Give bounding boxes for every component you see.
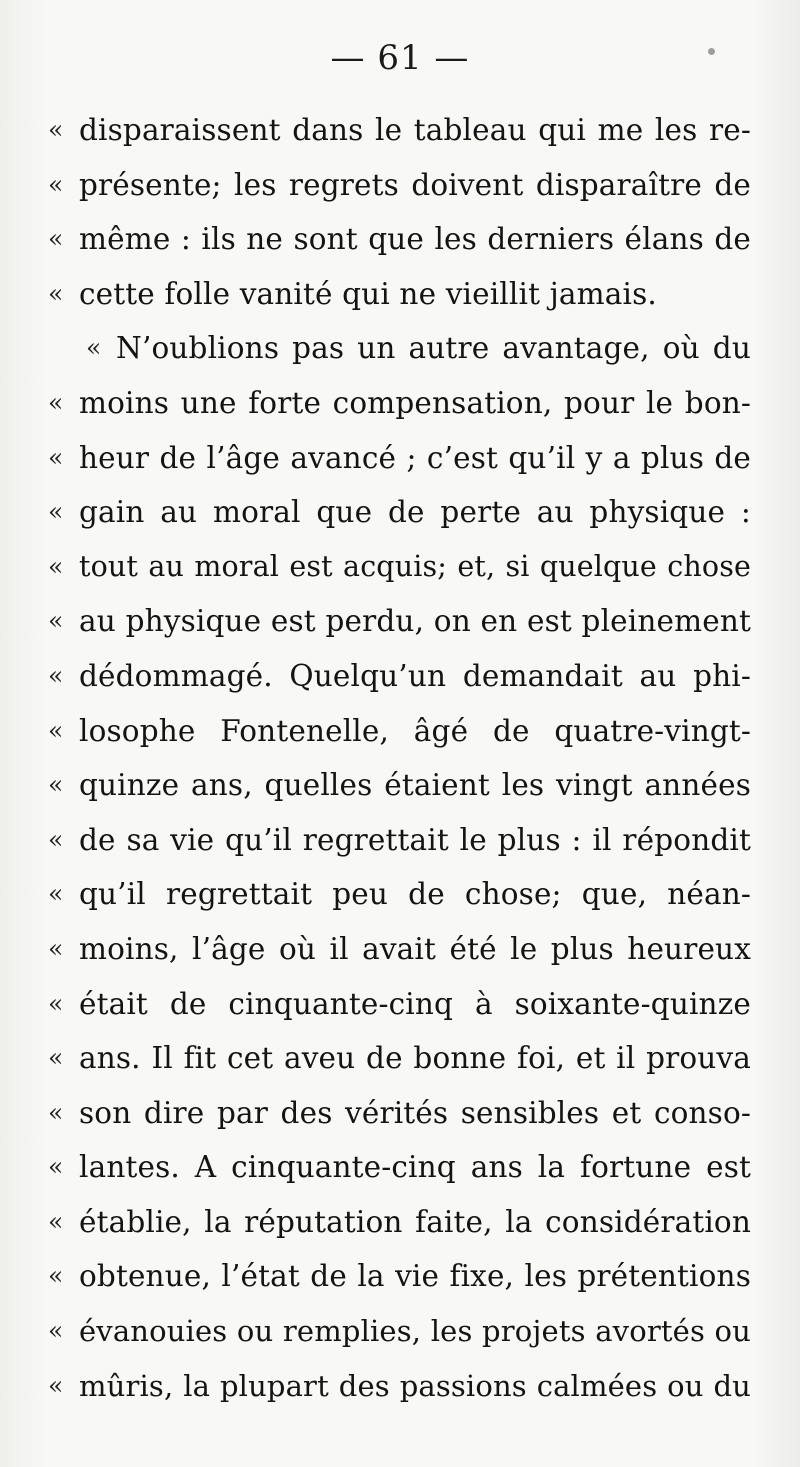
line-text: obtenue, l’état de la vie fixe, les prétentions	[79, 1259, 751, 1294]
quote-mark: «	[48, 1370, 64, 1400]
quote-mark: «	[48, 988, 64, 1018]
quote-mark: «	[86, 333, 102, 363]
line-text: moins une forte compensation, pour le bon-	[79, 385, 751, 420]
quote-mark: «	[48, 497, 64, 527]
line-text: même : ils ne sont que les derniers élans de	[79, 222, 751, 257]
line-text: N’oublions pas un autre avantage, où du	[116, 331, 751, 366]
line-text: tout au moral est acquis; et, si quelque chose	[79, 549, 751, 583]
quote-mark: «	[48, 715, 64, 745]
line-text: était de cinquante-cinq à soixante-quinze	[79, 986, 751, 1021]
line-text: de sa vie qu’il regrettait le plus : il répondit	[79, 822, 751, 857]
quote-mark: «	[48, 1152, 64, 1182]
quote-mark: «	[48, 1097, 64, 1127]
text-line	[0, 376, 800, 431]
line-text: quinze ans, quelles étaient les vingt années	[79, 768, 751, 803]
text-line	[0, 649, 800, 704]
page-number: — 61 —	[330, 38, 470, 78]
body-text	[0, 103, 800, 1413]
line-text: lantes. A cinquante-cinq ans la fortune est	[79, 1150, 751, 1185]
text-line	[0, 1031, 800, 1086]
line-text: losophe Fontenelle, âgé de quatre-vingt-	[79, 713, 751, 748]
text-line	[0, 922, 800, 977]
text-line	[0, 813, 800, 868]
ink-speck	[708, 48, 715, 55]
text-line	[0, 1304, 800, 1359]
quote-mark: «	[48, 278, 64, 308]
text-line	[0, 1086, 800, 1141]
quote-mark: «	[48, 1316, 64, 1346]
line-text: son dire par des vérités sensibles et conso-	[79, 1095, 751, 1130]
quote-mark: «	[48, 387, 64, 417]
quote-mark: «	[48, 1206, 64, 1236]
text-line	[0, 1140, 800, 1195]
text-line	[0, 704, 800, 759]
text-line	[0, 485, 800, 540]
line-text: ans. Il fit cet aveu de bonne foi, et il prouva	[79, 1041, 751, 1076]
quote-mark: «	[48, 1043, 64, 1073]
quote-mark: «	[48, 606, 64, 636]
text-line	[0, 212, 800, 267]
text-line	[0, 158, 800, 213]
text-line	[0, 1195, 800, 1250]
text-line	[0, 1249, 800, 1304]
quote-mark: «	[48, 1261, 64, 1291]
quote-mark: «	[48, 660, 64, 690]
line-text: dédommagé. Quelqu’un demandait au phi-	[79, 658, 751, 693]
line-text: qu’il regrettait peu de chose; que, néan-	[79, 877, 751, 912]
quote-mark: «	[48, 824, 64, 854]
text-line	[0, 540, 800, 595]
line-text: mûris, la plupart des passions calmées ou du	[79, 1368, 751, 1403]
text-line	[0, 103, 800, 158]
line-text: cette folle vanité qui ne vieillit jamais.	[79, 276, 657, 311]
line-text: présente; les regrets doivent disparaître de	[79, 167, 751, 202]
line-text: au physique est perdu, on en est pleinement	[79, 604, 751, 639]
line-text: disparaissent dans le tableau qui me les re-	[79, 113, 751, 147]
line-text: évanouies ou remplies, les projets avortés ou	[79, 1314, 751, 1349]
quote-mark: «	[48, 551, 64, 581]
text-line	[0, 758, 800, 813]
quote-mark: «	[48, 879, 64, 909]
quote-mark: «	[48, 169, 64, 199]
text-line	[0, 431, 800, 486]
quote-mark: «	[48, 224, 64, 254]
line-text: établie, la réputation faite, la considération	[79, 1204, 751, 1239]
text-line	[0, 321, 800, 376]
text-line	[0, 594, 800, 649]
line-text: moins, l’âge où il avait été le plus heureux	[79, 931, 751, 966]
line-text: heur de l’âge avancé ; c’est qu’il y a plus de	[79, 440, 751, 475]
line-text: gain au moral que de perte au physique :	[79, 495, 751, 530]
text-line	[0, 977, 800, 1032]
quote-mark: «	[48, 770, 64, 800]
quote-mark: «	[48, 442, 64, 472]
text-line	[0, 867, 800, 922]
quote-mark: «	[48, 933, 64, 963]
text-line	[0, 267, 800, 322]
text-line	[0, 1359, 800, 1414]
quote-mark: «	[48, 115, 64, 144]
